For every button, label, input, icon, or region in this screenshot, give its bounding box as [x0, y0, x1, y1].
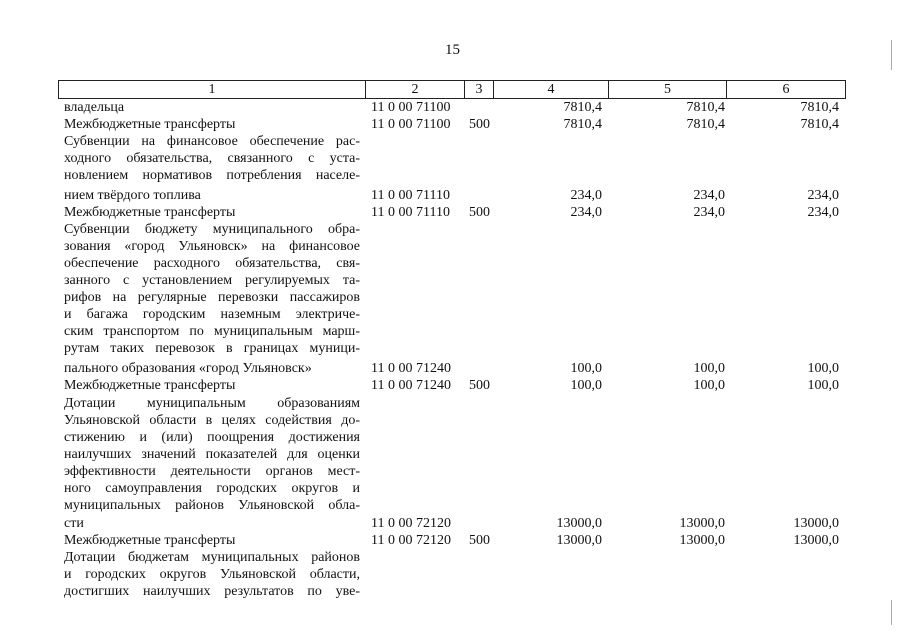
description-line: Дотации муниципальным образованиям: [64, 396, 360, 411]
row-type: 500: [469, 378, 490, 393]
description-line: рутам таких перевозок в границах муници-: [64, 341, 360, 356]
row-value-4: 13000,0: [556, 516, 602, 531]
table-row: [0, 99, 905, 116]
table-row: [0, 360, 905, 377]
description-line: Субвенции бюджету муниципального обра-: [64, 222, 360, 237]
row-type: 500: [469, 205, 490, 220]
row-name: нием твёрдого топлива: [64, 188, 201, 203]
header-col-6: 6: [726, 80, 846, 99]
row-value-6: 7810,4: [800, 100, 839, 115]
description-line: наилучших значений показателей для оценки: [64, 447, 360, 462]
description-block: [64, 133, 360, 184]
description-line: обеспечение расходного обязательства, свя-: [64, 256, 360, 271]
row-value-4: 100,0: [570, 361, 602, 376]
row-value-6: 100,0: [807, 378, 839, 393]
row-value-6: 100,0: [807, 361, 839, 376]
page-number: 15: [445, 42, 460, 58]
row-value-4: 13000,0: [556, 533, 602, 548]
row-value-4: 7810,4: [563, 100, 602, 115]
description-line: новлением нормативов потребления населе-: [64, 168, 360, 183]
row-code: 11 0 00 71240: [371, 361, 451, 376]
description-line: эффективности деятельности органов мест-: [64, 464, 360, 479]
row-code: 11 0 00 72120: [371, 516, 451, 531]
description-line: достигших наилучших результатов по уве-: [64, 584, 360, 599]
row-value-4: 7810,4: [563, 117, 602, 132]
row-code: 11 0 00 72120: [371, 533, 451, 548]
row-name: Межбюджетные трансферты: [64, 205, 236, 220]
scan-edge-mark: [891, 600, 892, 625]
row-name: пального образования «город Ульяновск»: [64, 361, 312, 376]
description-line: Дотации бюджетам муниципальных районов: [64, 550, 360, 565]
description-line: рифов на регулярные перевозки пассажиров: [64, 290, 360, 305]
header-col-5: 5: [608, 80, 727, 99]
row-value-4: 234,0: [570, 188, 602, 203]
table-row: [0, 187, 905, 204]
row-value-6: 13000,0: [793, 516, 839, 531]
row-name: владельца: [64, 100, 125, 115]
table-row: [0, 116, 905, 133]
table-row: [0, 515, 905, 532]
table-row: [0, 532, 905, 549]
row-value-5: 13000,0: [679, 533, 725, 548]
description-line: занного с установлением регулируемых та-: [64, 273, 360, 288]
row-value-5: 234,0: [693, 205, 725, 220]
row-name: Межбюджетные трансферты: [64, 378, 236, 393]
row-name: сти: [64, 516, 84, 531]
row-value-4: 234,0: [570, 205, 602, 220]
description-line: и багажа городским наземным электриче-: [64, 307, 360, 322]
description-block: [64, 221, 360, 357]
description-line: ного самоуправления городских округов и: [64, 481, 360, 496]
row-name: Межбюджетные трансферты: [64, 533, 236, 548]
row-code: 11 0 00 71240: [371, 378, 451, 393]
row-value-6: 234,0: [807, 188, 839, 203]
description-block: [64, 395, 360, 514]
description-line: ским транспортом по муниципальным марш-: [64, 324, 360, 339]
row-value-5: 234,0: [693, 188, 725, 203]
row-value-6: 234,0: [807, 205, 839, 220]
row-code: 11 0 00 71100: [371, 100, 451, 115]
header-col-2: 2: [365, 80, 465, 99]
description-line: муниципальных районов Ульяновской обла-: [64, 498, 360, 513]
row-code: 11 0 00 71100: [371, 117, 451, 132]
row-value-4: 100,0: [570, 378, 602, 393]
row-code: 11 0 00 71110: [371, 205, 450, 220]
description-line: стижению и (или) поощрения достижения: [64, 430, 360, 445]
row-type: 500: [469, 117, 490, 132]
table-row: [0, 377, 905, 394]
scan-edge-mark: [891, 40, 892, 70]
row-value-5: 100,0: [693, 361, 725, 376]
row-value-5: 13000,0: [679, 516, 725, 531]
table-row: [0, 204, 905, 221]
row-value-6: 13000,0: [793, 533, 839, 548]
row-value-5: 7810,4: [686, 117, 725, 132]
row-code: 11 0 00 71110: [371, 188, 450, 203]
description-line: и городских округов Ульяновской области,: [64, 567, 360, 582]
description-line: зования «город Ульяновск» на финансовое: [64, 239, 360, 254]
description-line: Ульяновской области в целях содействия до-: [64, 413, 360, 428]
row-value-5: 7810,4: [686, 100, 725, 115]
row-value-6: 7810,4: [800, 117, 839, 132]
description-line: Субвенции на финансовое обеспечение рас-: [64, 134, 360, 149]
header-col-1: 1: [58, 80, 366, 99]
row-name: Межбюджетные трансферты: [64, 117, 236, 132]
header-col-3: 3: [464, 80, 494, 99]
header-col-4: 4: [493, 80, 609, 99]
description-block: [64, 549, 360, 600]
description-line: ходного обязательства, связанного с уста-: [64, 151, 360, 166]
row-value-5: 100,0: [693, 378, 725, 393]
row-type: 500: [469, 533, 490, 548]
